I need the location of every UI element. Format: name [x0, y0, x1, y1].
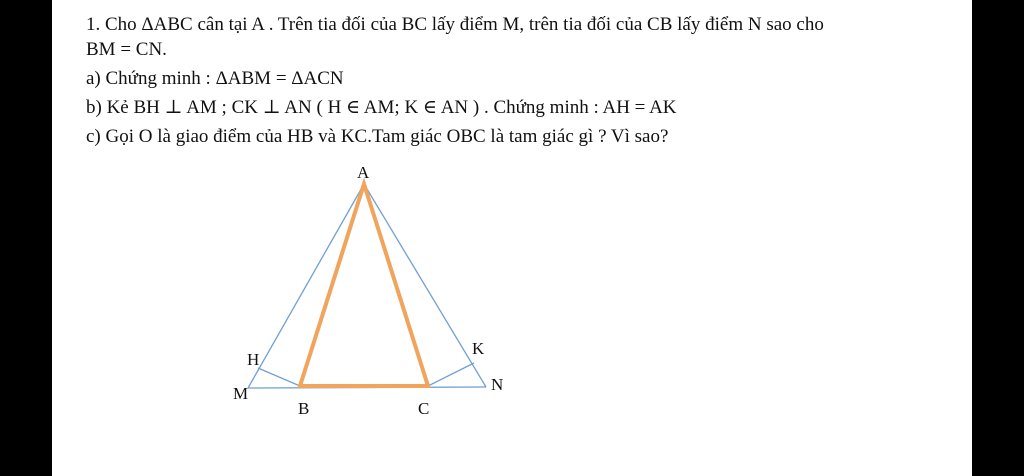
label-A: A	[357, 163, 370, 182]
label-K: K	[472, 339, 485, 358]
part-c: c) Gọi O là giao điểm của HB và KC.Tam giác OBC là tam giác gì ? Vì sao?	[86, 126, 669, 147]
geometry-figure	[52, 0, 972, 476]
part-b: b) Kẻ BH ⊥ AM ; CK ⊥ AN ( H ∈ AM; K ∈ AN ) . Chứng minh : AH = AK	[86, 97, 677, 118]
segment-AN	[364, 184, 486, 387]
part-a: a) Chứng minh : ΔABM = ΔACN	[86, 68, 344, 89]
segment-AM	[248, 184, 364, 388]
triangle-ABC	[300, 184, 428, 386]
label-B: B	[298, 399, 310, 418]
label-N: N	[491, 375, 504, 394]
document-page	[52, 0, 972, 476]
segment-BH	[258, 368, 300, 386]
label-M: M	[233, 384, 249, 403]
label-H: H	[247, 350, 260, 369]
problem-line-2: BM = CN.	[86, 39, 167, 60]
label-C: C	[418, 399, 430, 418]
segment-CK	[428, 363, 474, 386]
problem-line-1: 1. Cho ΔABC cân tại A . Trên tia đối của BC lấy điểm M, trên tia đối của CB lấy điểm N sao cho	[86, 14, 824, 35]
